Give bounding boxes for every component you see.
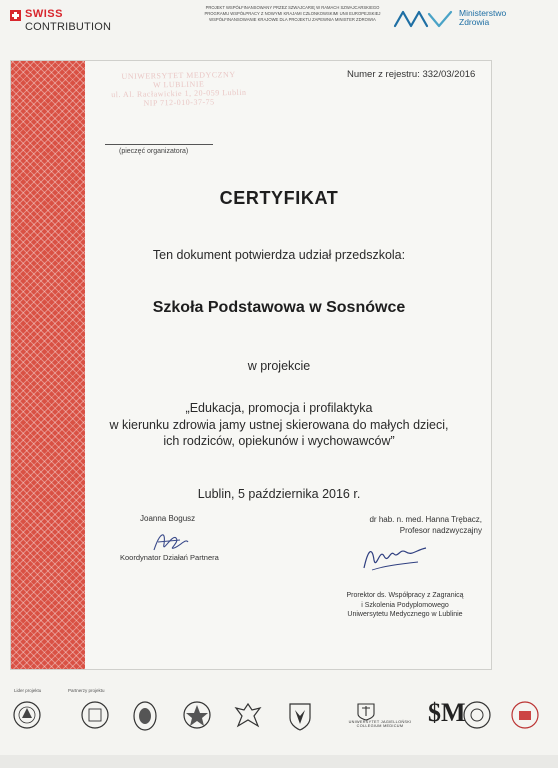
jagiellonian-label: UNIWERSYTET JAGIELLOŃSKI COLLEGIUM MEDICUM (348, 720, 412, 728)
ministry-of-health-logo (393, 6, 543, 32)
right-signer-title: Profesor nadzwyczajny (399, 526, 482, 535)
partner-ring-icon (462, 700, 492, 730)
right-signer-role (320, 591, 490, 620)
project-name-line: „Edukacja, promocja i profilaktyka (185, 401, 373, 415)
organizer-stamp-label: (pieczęć organizatora) (119, 148, 189, 155)
partner-badge-icon (510, 700, 540, 730)
stamp-line: NIP 712-010-37-75 (143, 97, 215, 108)
stamp-line: W LUBLINIE (152, 79, 205, 90)
contribution-word: CONTRIBUTION (25, 21, 112, 33)
organizer-stamp (88, 69, 269, 132)
ministry-name (459, 9, 506, 27)
swiss-contribution-logo (10, 8, 130, 36)
right-role-line: Uniwersytetu Medycznego w Lublinie (347, 611, 463, 618)
in-project-text: w projekcie (247, 359, 311, 373)
project-name-line: w kierunku zdrowia jamy ustnej skierowana do małych dzieci, (109, 417, 449, 432)
eagle-emblem-icon (234, 700, 262, 730)
partner-logos (10, 698, 550, 738)
right-handwritten-signature (360, 540, 430, 576)
leader-label: Lider projektu (14, 688, 42, 693)
swiss-flag-icon (10, 10, 21, 21)
scan-bottom-edge (0, 755, 558, 768)
project-funding-info (190, 5, 395, 23)
right-signer-name: dr hab. n. med. Hanna Trębacz, (369, 515, 482, 524)
school-name: Szkoła Podstawowa w Sosnówce (152, 299, 406, 316)
usm-logo: $M (428, 698, 466, 727)
left-signer-role: Koordynator Działań Partnera (120, 553, 219, 562)
ministry-mark-icon (393, 8, 455, 30)
project-info-line: PROJEKT WSPÓŁFINANSOWANY PRZEZ SZWAJCARIĘ W RAMACH SZWAJCARSKIEGO (205, 5, 380, 10)
partners-label: Partnerzy projektu (68, 688, 105, 693)
swiss-word: SWISS (25, 8, 63, 20)
certificate-title: CERTYFIKAT (219, 188, 339, 208)
partner-shield-icon (132, 700, 158, 732)
partner-seal-icon (80, 700, 110, 730)
right-role-line: i Szkolenia Podyplomowego (361, 601, 449, 609)
university-seal-icon (12, 700, 42, 730)
right-role-line: Prorektor ds. Współpracy z Zagranicą (346, 592, 464, 599)
stamp-signature-line (105, 144, 213, 145)
jagiellonian-crest-icon (354, 700, 378, 722)
ministry-line2: Zdrowia (459, 17, 490, 27)
project-info-line: WSPÓŁFINANSOWANIE KRAJOWE DLA PROJEKTU ZAPEWNIA MINISTER ZDROWIA (209, 17, 376, 22)
left-signer-name: Joanna Bogusz (140, 514, 196, 523)
registry-number: Numer z rejestru: 332/03/2016 (347, 69, 476, 80)
right-signer (342, 514, 482, 536)
ministry-line1: Ministerstwo (459, 8, 507, 18)
project-name (0, 400, 558, 450)
issue-date: Lublin, 5 października 2016 r. (197, 487, 361, 501)
intro-text: Ten dokument potwierdza udział przedszkola: (152, 248, 406, 262)
eagle-coat-of-arms-icon (286, 700, 314, 732)
project-name-line: ich rodziców, opiekunów i wychowawców” (163, 434, 395, 448)
stamp-line: UNIWERSYTET MEDYCZNY (121, 70, 236, 81)
partner-emblem-icon (182, 700, 212, 730)
project-info-line: PROGRAMU WSPÓŁPRACY Z NOWYMI KRAJAMI CZŁONKOWSKIMI UNII EUROPEJSKIEJ (204, 11, 381, 16)
stamp-line: ul. Al. Racławickie 1, 20-059 Lublin (111, 87, 247, 100)
